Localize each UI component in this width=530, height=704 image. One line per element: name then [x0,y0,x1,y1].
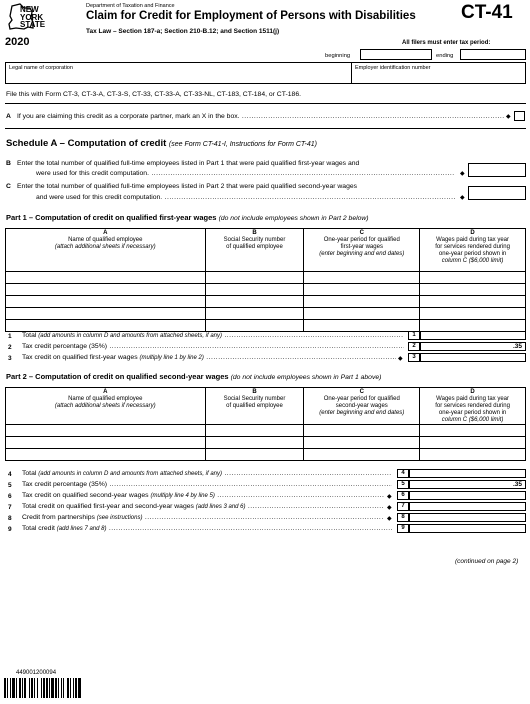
continued-note: (continued on page 2) [455,558,519,565]
corporation-name-field[interactable] [5,62,352,84]
table-row [6,425,526,437]
col-letter: D [470,230,475,236]
col-label: of qualified employee [226,403,283,409]
barcode-bar [70,678,71,698]
line-8-number-box: 8 [397,513,409,522]
col-label: of qualified employee [226,244,283,250]
barcode-bar [73,678,74,698]
diamond-icon: ◆ [387,494,392,500]
line-b-letter: B [6,160,11,167]
line-2-number: 2 [8,344,12,351]
line-8-note: (see instructions) [96,515,143,521]
period-cell[interactable] [304,272,420,284]
line-1-amount-field[interactable] [420,331,526,340]
line-6-number: 6 [8,493,12,500]
period-cell[interactable] [304,284,420,296]
col-label: Wages paid during tax year [436,237,509,243]
line-3-label: Tax credit on qualified first-year wages [22,354,138,361]
line-c-text-2-value: and were used for this credit computation. [36,194,163,201]
employee-name-cell[interactable] [6,272,206,284]
line-c-text-1: Enter the total number of qualified full-time employees listed in Part 2 that were paid qualified second-year wages [17,183,358,190]
barcode-bar [49,678,50,698]
diamond-icon: ◆ [387,516,392,522]
ssn-cell[interactable] [205,308,304,320]
line-6-note: (multiply line 4 by line 5) [150,493,215,499]
line-3-note: (multiply line 1 by line 2) [139,355,204,361]
wages-cell[interactable] [420,272,526,284]
employee-name-cell[interactable] [6,308,206,320]
line-7-number: 7 [8,504,12,511]
line-2-number-box: 2 [408,342,420,351]
tax-period-beginning-field[interactable] [360,49,432,60]
table-row [6,272,526,284]
part-2-title [6,372,381,381]
part-1-col-d-header [420,229,526,272]
line-3-number: 3 [8,355,12,362]
employee-name-cell[interactable] [6,437,206,449]
line-3-amount-field[interactable] [420,353,526,362]
col-label: second-year wages [335,403,388,409]
line-1-label: Total [22,332,37,339]
line-c-employee-count-field[interactable] [468,186,526,200]
table-row [6,284,526,296]
col-label: for services rendered during [435,244,510,250]
barcode-number: 449001200094 [16,670,57,676]
table-row [6,308,526,320]
col-label: Name of qualified employee [68,396,143,402]
col-letter: C [359,230,364,236]
line-c-letter: C [6,183,11,190]
line-1-number-box: 1 [408,331,420,340]
line-1-number: 1 [8,333,12,340]
barcode-bar [31,678,33,698]
col-note: (enter beginning and end dates) [319,410,405,416]
col-note: (attach additional sheets if necessary) [54,403,156,409]
ein-label: Employer identification number [355,65,431,71]
line-7-text [22,503,384,511]
schedule-a-subtitle: (see Form CT-41-I, Instructions for Form CT-41) [168,141,317,148]
line-7-number-box: 7 [397,502,409,511]
wages-cell[interactable] [420,308,526,320]
barcode-bar [41,678,42,698]
line-7-label: Total credit on qualified first-year and second-year wages [22,503,194,510]
line-4-label: Total [22,470,37,477]
part-1-col-b-header [205,229,304,272]
col-label: first-year wages [340,244,383,250]
barcode-bar [7,678,8,698]
employee-name-cell[interactable] [6,449,206,461]
line-9-note: (add lines 7 and 8) [56,526,107,532]
col-letter: B [252,389,257,395]
line-c-text-2 [36,194,455,201]
line-6-number-box: 6 [397,491,409,500]
line-2-text [22,343,404,351]
line-9-number: 9 [8,526,12,533]
line-a-text-value: If you are claiming this credit as a corporate partner, mark an X in the box. [17,113,240,120]
form-title: Claim for Credit for Employment of Persons with Disabilities [86,10,416,22]
line-4-number: 4 [8,471,12,478]
corporation-name-label: Legal name of corporation [9,65,73,71]
line-a-letter: A [6,113,11,120]
ssn-cell[interactable] [205,425,304,437]
ssn-cell[interactable] [205,284,304,296]
part-1-col-a-header [6,229,206,272]
line-9-number-box: 9 [397,524,409,533]
ssn-cell[interactable] [205,296,304,308]
barcode-bar [34,678,35,698]
col-letter: A [103,389,108,395]
barcode-bar [43,678,45,698]
line-3-text [22,354,396,362]
form-year: 2020 [5,36,30,48]
line-2-percentage-value: .35 [420,342,526,351]
barcode-bar [51,678,54,698]
barcode-bar [78,678,81,698]
line-4-note: (add amounts in column D and amounts from attached sheets, if any) [38,471,223,477]
col-label: for services rendered during [435,403,510,409]
col-letter: B [252,230,257,236]
diamond-icon: ◆ [398,356,403,362]
barcode-bar [58,678,59,698]
period-cell[interactable] [304,296,420,308]
wages-cell[interactable] [420,284,526,296]
col-label: One-year period for qualified [323,237,400,243]
part-2-col-b-header [205,388,304,425]
line-5-percentage-value: .35 [409,480,526,489]
barcode-bar [67,678,69,698]
line-7-amount-field[interactable] [409,502,526,511]
period-cell[interactable] [304,425,420,437]
period-cell[interactable] [304,308,420,320]
barcode-bar [10,678,11,698]
line-a-text [17,113,505,120]
line-9-label: Total credit [22,525,55,532]
employee-name-cell[interactable] [6,284,206,296]
col-note: column C ($6,000 limit) [441,258,504,264]
col-note: (attach additional sheets if necessary) [54,244,156,250]
line-2-label: Tax credit percentage (35%) [22,343,108,350]
line-b-employee-count-field[interactable] [468,163,526,177]
barcode-bar [63,678,64,698]
line-9-amount-field[interactable] [409,524,526,533]
col-label: one-year period shown in [438,410,507,416]
line-4-amount-field[interactable] [409,469,526,478]
line-8-label: Credit from partnerships [22,514,95,521]
form-number: CT-41 [461,2,513,23]
wages-cell[interactable] [420,296,526,308]
schedule-a-title [6,138,317,149]
logo-line-state: STATE [20,20,46,29]
barcode-bar [19,678,21,698]
part-2-col-d-header [420,388,526,425]
col-label: Name of qualified employee [68,237,143,243]
part-1-col-c-header [304,229,420,272]
barcode-bar [29,678,30,698]
barcode-bar [37,678,38,698]
part-1-title [6,213,369,222]
diamond-icon: ◆ [387,505,392,511]
line-6-text [22,492,384,500]
line-b-text-1: Enter the total number of qualified full-time employees listed in Part 1 that were paid qualified first-year wages and [17,160,360,167]
logo-line-new: NEW [20,5,39,14]
col-label: One-year period for qualified [323,396,400,402]
employee-name-cell[interactable] [6,320,206,332]
wages-cell[interactable] [420,425,526,437]
col-label: Wages paid during tax year [436,396,509,402]
line-8-amount-field[interactable] [409,513,526,522]
barcode-bar [16,678,17,698]
barcode-bar [75,678,77,698]
col-note: (enter beginning and end dates) [319,251,405,257]
barcode-bar [24,678,26,698]
ssn-cell[interactable] [205,320,304,332]
tax-period-notice: All filers must enter tax period: [402,40,491,46]
part-2-col-c-header [304,388,420,425]
line-8-number: 8 [8,515,12,522]
employee-name-cell[interactable] [6,425,206,437]
tax-law-reference: Tax Law – Section 187-a; Section 210-B.12; and Section 1511(j) [86,28,280,35]
ending-label: ending [436,53,454,59]
part-2-note: (do not include employees shown in Part 1 above) [230,374,382,381]
barcode-bar [12,678,15,698]
line-6-amount-field[interactable] [409,491,526,500]
nys-logo [6,2,48,38]
diamond-icon: ◆ [506,114,511,120]
barcode-bar [22,678,23,698]
table-row [6,449,526,461]
line-5-label: Tax credit percentage (35%) [22,481,108,488]
ssn-cell[interactable] [205,272,304,284]
line-1-text [22,332,404,340]
table-row [6,296,526,308]
line-8-text [22,514,384,522]
barcode-bar [55,678,57,698]
barcode-bar [46,678,48,698]
line-7-note: (add lines 3 and 6) [195,504,246,510]
wages-cell[interactable] [420,437,526,449]
line-3-number-box: 3 [408,353,420,362]
ein-field[interactable] [351,62,526,84]
part-1-title-text: Part 1 – Computation of credit on qualified first-year wages [6,213,217,222]
line-5-text [22,481,392,489]
col-letter: A [103,230,108,236]
col-note: column C ($6,000 limit) [441,417,504,423]
line-4-number-box: 4 [397,469,409,478]
part-2-title-text: Part 2 – Computation of credit on qualified second-year wages [6,372,229,381]
period-cell[interactable] [304,437,420,449]
corporate-partner-checkbox[interactable] [514,111,525,121]
part-2-col-a-header [6,388,206,425]
diamond-icon: ◆ [460,195,465,201]
diamond-icon: ◆ [460,171,465,177]
line-5-number: 5 [8,482,12,489]
period-cell[interactable] [304,320,420,332]
line-6-label: Tax credit on qualified second-year wages [22,492,149,499]
part-1-note: (do not include employees shown in Part 2 below) [218,215,369,222]
col-letter: D [470,389,475,395]
table-row [6,437,526,449]
wages-cell[interactable] [420,320,526,332]
barcode-bar [61,678,62,698]
department-name: Department of Taxation and Finance [86,3,175,9]
col-label: Social Security number [223,396,286,402]
wages-cell[interactable] [420,449,526,461]
table-row [6,320,526,332]
beginning-label: beginning [325,53,351,59]
file-with-instruction: File this with Form CT-3, CT-3-A, CT-3-S, CT-33, CT-33-A, CT-33-NL, CT-183, CT-184, or CT-186. [6,91,301,98]
schedule-a-title-text: Schedule A – Computation of credit [6,138,167,149]
line-b-text-2-value: were used for this credit computation. [36,170,149,177]
line-4-text [22,470,392,478]
ssn-cell[interactable] [205,437,304,449]
logo-line-york: YORK [20,12,44,22]
barcode-icon [4,678,96,698]
barcode-bar [4,678,6,698]
ssn-cell[interactable] [205,449,304,461]
line-1-note: (add amounts in column D and amounts from attached sheets, if any) [38,333,223,339]
part-2-employee-table [5,387,526,461]
line-9-text [22,525,392,533]
line-b-text-2 [36,170,455,177]
part-1-employee-table [5,228,526,332]
tax-period-ending-field[interactable] [460,49,526,60]
line-5-number-box: 5 [397,480,409,489]
col-letter: C [359,389,364,395]
employee-name-cell[interactable] [6,296,206,308]
period-cell[interactable] [304,449,420,461]
col-label: one-year period shown in [438,251,507,257]
col-label: Social Security number [223,237,286,243]
